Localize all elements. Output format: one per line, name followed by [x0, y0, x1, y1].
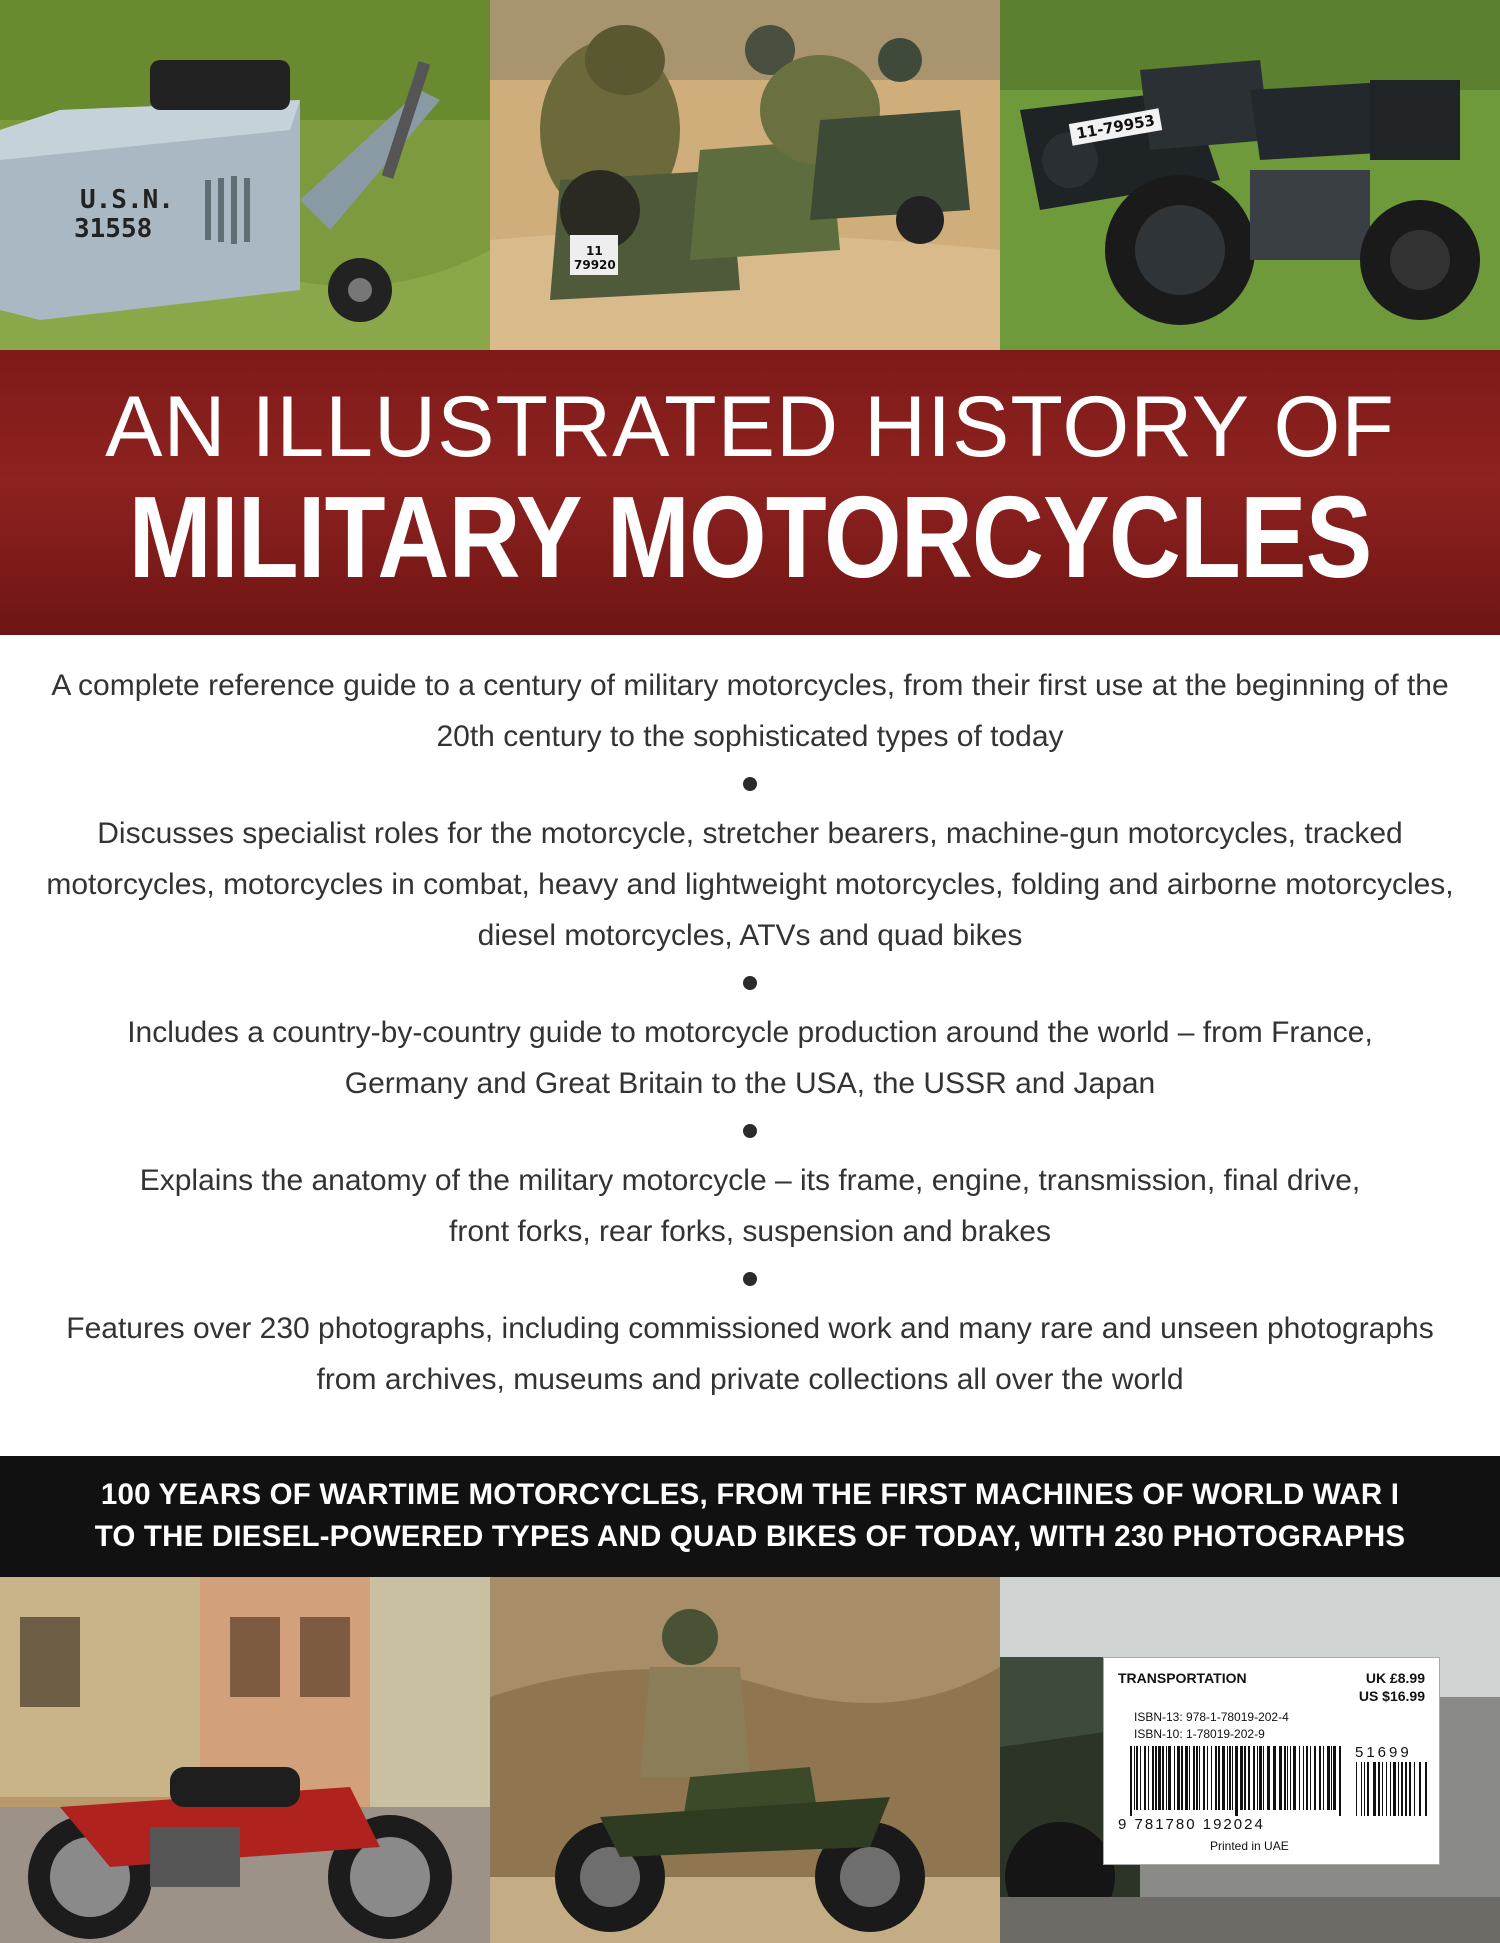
barcode-bar [1299, 1746, 1300, 1810]
barcode-addon-bar [1393, 1762, 1396, 1816]
barcode-addon-bar [1386, 1762, 1387, 1816]
barcode-addon-bar [1409, 1762, 1411, 1816]
barcode-bar [1244, 1746, 1246, 1810]
scooter-marking-line2: 31558 [74, 214, 153, 244]
barcode-bar [1174, 1746, 1175, 1810]
barcode-bar [1306, 1746, 1308, 1810]
barcode-digits: 9 781780 192024 [1118, 1816, 1265, 1833]
feature-item: Includes a country-by-country guide to motorcycle production around the world – from France, Germany and Great Britain to the USA, the USSR and Japan [127, 1016, 1373, 1100]
barcode-bar [1185, 1746, 1188, 1810]
scooter-photo [0, 0, 490, 350]
barcode-bar [1189, 1746, 1190, 1810]
barcode-bar [1166, 1746, 1167, 1810]
barcode-bar [1287, 1746, 1288, 1810]
barcode-addon-bar [1356, 1762, 1357, 1816]
barcode-bar [1158, 1746, 1161, 1810]
barcode-bar [1314, 1746, 1316, 1810]
barcode-bar [1333, 1746, 1336, 1810]
barcode-bar [1134, 1746, 1135, 1810]
barcode-addon-bar [1361, 1762, 1362, 1816]
barcode-bar [1199, 1746, 1200, 1810]
feature-item: A complete reference guide to a century of military motorcycles, from their first use at the beginning of the 20th century to the sophisticated types of today [51, 669, 1449, 753]
barcode-bar [1232, 1746, 1233, 1810]
barcode-bar [1235, 1746, 1238, 1816]
barcode-bar [1196, 1746, 1198, 1810]
barcode-addon-bar [1419, 1762, 1421, 1816]
barcode-addon-bar [1425, 1762, 1427, 1816]
motorcycle-plate: 11-79953 [1069, 108, 1163, 146]
barcode-bar [1140, 1746, 1141, 1810]
barcode-addon-bar [1414, 1762, 1415, 1816]
barcode-bar [1273, 1746, 1276, 1810]
barcode-addon-bar [1367, 1762, 1369, 1816]
barcode-bar [1148, 1746, 1149, 1810]
barcode-addon: 51699 [1355, 1744, 1412, 1761]
barcode-bar [1222, 1746, 1225, 1810]
barcode-bar [1303, 1746, 1304, 1810]
isbn-13: ISBN-13: 978-1-78019-202-4 [1134, 1710, 1289, 1724]
barcode-bar [1181, 1746, 1183, 1810]
barcode-bar [1259, 1746, 1262, 1810]
sidecar-plate-line2: 79920 [574, 258, 616, 272]
feature-item: Features over 230 photographs, including commissioned work and many rare and unseen photographs from archives, museums and private collections all over the world [66, 1312, 1434, 1396]
bullet-separator [743, 976, 757, 990]
barcode-bar [1144, 1746, 1146, 1810]
barcode-bar [1253, 1746, 1255, 1810]
feature-list [40, 660, 1460, 1405]
sidecar-motorcycle-photo [1000, 0, 1500, 350]
sidecar-plate-line1: 11 [586, 244, 603, 258]
barcode-bar [1310, 1746, 1311, 1810]
bullet-separator [743, 1124, 757, 1138]
tagline-line-1: 100 YEARS OF WARTIME MOTORCYCLES, FROM THE FIRST MACHINES OF WORLD WAR I [100, 1478, 1400, 1511]
soldier-dirtbike-photo [490, 1577, 1000, 1943]
barcode-bar [1290, 1746, 1291, 1810]
barcode-label [1103, 1657, 1440, 1865]
barcode-bar [1162, 1746, 1164, 1810]
price-us: US $16.99 [1358, 1688, 1425, 1704]
title-banner [0, 350, 1500, 635]
barcode-addon-bar [1401, 1762, 1403, 1816]
barcode-bar [1240, 1746, 1243, 1810]
barcode-bar [1284, 1746, 1286, 1810]
book-category: TRANSPORTATION [1118, 1670, 1247, 1686]
feature-item: Discusses specialist roles for the motorcycle, stretcher bearers, machine-gun motorcycles, tracked motorcycles, motorcycles in combat, heavy and lightweight motorcycles, folding and airborne motorcycles, diesel motorcycles, ATVs and quad bikes [46, 817, 1454, 952]
barcode-bar [1293, 1746, 1296, 1810]
feature-item: Explains the anatomy of the military motorcycle – its frame, engine, transmission, final drive, front forks, rear forks, suspension and brakes [139, 1164, 1361, 1248]
barcode-bar [1207, 1746, 1208, 1810]
printed-in: Printed in UAE [1210, 1839, 1289, 1853]
barcode-bar [1331, 1746, 1332, 1810]
barcode-bar [1152, 1746, 1154, 1810]
barcode-bar [1168, 1746, 1171, 1810]
barcode-bar [1327, 1746, 1330, 1810]
tagline-banner [0, 1456, 1500, 1577]
barcode-bar [1323, 1746, 1324, 1810]
title-line-1: AN ILLUSTRATED HISTORY OF [105, 379, 1395, 475]
barcode-bar [1227, 1746, 1228, 1810]
barcode-addon-bar [1378, 1762, 1380, 1816]
barcode-bar [1203, 1746, 1205, 1810]
bullet-separator [743, 777, 757, 791]
barcode-bar [1155, 1746, 1157, 1810]
barcode-addon-bar [1405, 1762, 1407, 1816]
barcode-bar [1130, 1746, 1132, 1816]
barcode-bar [1339, 1746, 1341, 1816]
barcode-bar [1215, 1746, 1217, 1810]
barcode-addon-bar [1390, 1762, 1391, 1816]
barcode-bar [1229, 1746, 1231, 1810]
title-line-2: MILITARY MOTORCYCLES [128, 472, 1372, 602]
barcode-bar [1136, 1746, 1138, 1810]
scooter-marking-line1: U.S.N. [80, 185, 174, 215]
price-uk: UK £8.99 [1365, 1670, 1425, 1686]
barcode-addon-bar [1398, 1762, 1399, 1816]
barcode-bar [1248, 1746, 1250, 1810]
barcode-bar [1193, 1746, 1195, 1810]
tagline-line-2: TO THE DIESEL-POWERED TYPES AND QUAD BIKES OF TODAY, WITH 230 PHOTOGRAPHS [94, 1520, 1406, 1553]
vintage-motorcycle-street-photo [0, 1577, 490, 1943]
sidecar-soldiers-photo [490, 0, 1000, 350]
top-photo-strip [0, 0, 1500, 350]
barcode-bar [1218, 1746, 1220, 1810]
isbn-10: ISBN-10: 1-78019-202-9 [1134, 1727, 1265, 1741]
barcode-bar [1211, 1746, 1212, 1810]
barcode-bar [1279, 1746, 1282, 1810]
bullet-separator [743, 1272, 757, 1286]
barcode-bar [1267, 1746, 1270, 1810]
barcode-bar [1257, 1746, 1258, 1810]
barcode-addon-bar [1382, 1762, 1383, 1816]
barcode-bar [1263, 1746, 1264, 1810]
barcode-addon-bar [1373, 1762, 1376, 1816]
barcode-bar [1177, 1746, 1180, 1810]
barcode-addon-bar [1364, 1762, 1365, 1816]
barcode-bar [1319, 1746, 1321, 1810]
